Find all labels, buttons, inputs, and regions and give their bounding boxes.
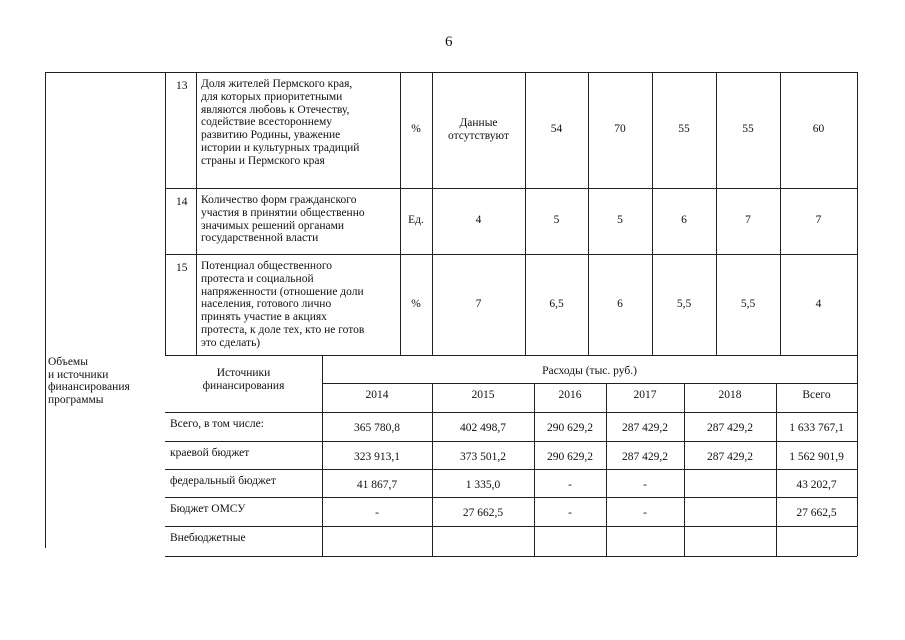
- indicator-column-divider: [196, 72, 197, 355]
- funding-section-label-line: программы: [48, 393, 104, 406]
- funding-value: -: [375, 507, 379, 519]
- funding-value: 287 429,2: [622, 422, 668, 434]
- indicator-value: 4: [475, 214, 482, 226]
- indicator-value: 70: [614, 123, 626, 135]
- indicator-unit: Ед.: [408, 214, 424, 226]
- funding-column-divider: [606, 383, 607, 556]
- funding-row-divider: [165, 497, 857, 498]
- funding-row-divider: [165, 469, 857, 470]
- indicator-value: Данные: [459, 116, 498, 129]
- indicator-name-line: являются любовь к Отечеству,: [201, 103, 350, 116]
- funding-value: -: [568, 479, 572, 491]
- sources-header-line: Источники: [216, 367, 271, 379]
- funding-value: -: [643, 507, 647, 519]
- indicator-name-line: это сделать): [201, 336, 261, 349]
- indicator-name-line: участия в принятии общественно: [201, 206, 365, 219]
- funding-value: 290 629,2: [547, 451, 593, 463]
- year-header: 2016: [558, 389, 582, 401]
- indicator-value: 6: [681, 214, 687, 226]
- table-top-border: [45, 72, 857, 73]
- indicator-value: 54: [550, 123, 563, 135]
- indicator-name-line: напряженности (отношение доли: [201, 285, 364, 298]
- funding-value: 41 867,7: [356, 479, 398, 491]
- funding-row-label: краевой бюджет: [170, 447, 250, 459]
- indicator-name-line: Доля жителей Пермского края,: [201, 78, 353, 90]
- indicator-unit: %: [411, 297, 421, 310]
- indicator-name-line: значимых решений органами: [201, 219, 345, 232]
- indicator-value: 55: [678, 123, 690, 135]
- indicator-name-line: протеста, к доле тех, кто не готов: [201, 324, 365, 336]
- funding-value: 365 780,8: [354, 422, 400, 434]
- indicator-value: 60: [812, 123, 825, 135]
- indicator-name-line: протеста и социальной: [201, 272, 314, 285]
- funding-value: 287 429,2: [707, 422, 753, 434]
- funding-value: 287 429,2: [622, 451, 668, 463]
- indicator-name-line: развитию Родины, уважение: [201, 129, 341, 142]
- year-header: Всего: [802, 389, 831, 401]
- funding-section-label-line: и источники: [48, 368, 109, 381]
- indicator-name-line: страны и Пермского края: [201, 154, 325, 167]
- funding-value: 290 629,2: [547, 422, 593, 434]
- funding-row-divider: [165, 441, 857, 442]
- indicator-name-line: содействие всестороннему: [201, 116, 332, 129]
- funding-value: -: [568, 507, 572, 519]
- year-header: 2014: [365, 389, 389, 401]
- indicator-value: 55: [742, 123, 754, 135]
- indicator-value: 6: [617, 297, 623, 310]
- indicator-value: 5: [617, 214, 623, 226]
- funding-value: -: [643, 479, 647, 491]
- funding-value: 402 498,7: [460, 422, 506, 434]
- indicator-row-divider: [165, 254, 857, 255]
- funding-value: 1 633 767,1: [789, 422, 844, 434]
- indicator-name-line: населения, готового лично: [201, 298, 332, 311]
- indicator-value: отсутствуют: [447, 129, 509, 142]
- indicator-value: 7: [745, 214, 751, 226]
- funding-column-divider: [432, 383, 433, 556]
- indicator-name-line: государственной власти: [201, 232, 319, 245]
- funding-column-divider: [684, 383, 685, 556]
- indicator-name-line: принять участие в акциях: [201, 311, 327, 324]
- indicator-value: 4: [815, 297, 822, 310]
- expenses-header: Расходы (тыс. руб.): [542, 365, 637, 377]
- funding-row-divider: [165, 526, 857, 527]
- indicator-name-line: для которых приоритетными: [201, 90, 343, 103]
- indicator-value: 7: [475, 297, 482, 310]
- funding-value: 1 562 901,9: [789, 451, 844, 463]
- indicator-number: 14: [176, 196, 188, 208]
- funding-row-label: Бюджет ОМСУ: [170, 503, 246, 515]
- indicator-value: 6,5: [549, 297, 564, 310]
- funding-value: 1 335,0: [465, 479, 501, 491]
- funding-column-divider: [776, 383, 777, 556]
- indicator-name-line: истории и культурных традиций: [201, 142, 360, 154]
- indicator-row-divider: [165, 188, 857, 189]
- funding-row-label: Всего, в том числе:: [170, 418, 264, 430]
- table-left-border: [45, 72, 46, 548]
- indicator-number: 15: [176, 262, 188, 274]
- funding-row-divider: [165, 412, 857, 413]
- year-header: 2018: [718, 389, 742, 401]
- sources-header-line: финансирования: [202, 379, 285, 392]
- funding-value: 43 202,7: [796, 479, 837, 491]
- indicator-column-divider: [165, 72, 166, 355]
- indicator-row-divider: [165, 355, 857, 356]
- indicator-number: 13: [176, 80, 188, 92]
- funding-section-label-line: финансирования: [48, 381, 130, 393]
- indicator-unit: %: [411, 123, 421, 135]
- funding-row-label: федеральный бюджет: [170, 475, 276, 487]
- funding-value: 27 662,5: [796, 507, 837, 519]
- funding-row-divider: [165, 556, 857, 557]
- indicator-value: 5,5: [676, 297, 692, 310]
- year-header: 2015: [471, 389, 495, 401]
- year-header: 2017: [633, 389, 657, 401]
- indicator-value: 5,5: [740, 297, 756, 310]
- funding-column-divider: [534, 383, 535, 556]
- funding-value: 287 429,2: [707, 451, 753, 463]
- indicator-value: 7: [815, 214, 822, 226]
- indicator-name-line: Потенциал общественного: [201, 260, 332, 272]
- funding-section-label-line: Объемы: [48, 356, 88, 368]
- funding-value: 373 501,2: [460, 451, 506, 463]
- page-number: 6: [445, 34, 453, 50]
- funding-value: 323 913,1: [354, 451, 400, 463]
- funding-value: 27 662,5: [462, 507, 504, 519]
- indicator-value: 5: [553, 214, 560, 226]
- indicator-name-line: Количество форм гражданского: [201, 194, 357, 206]
- funding-row-label: Внебюджетные: [170, 532, 246, 544]
